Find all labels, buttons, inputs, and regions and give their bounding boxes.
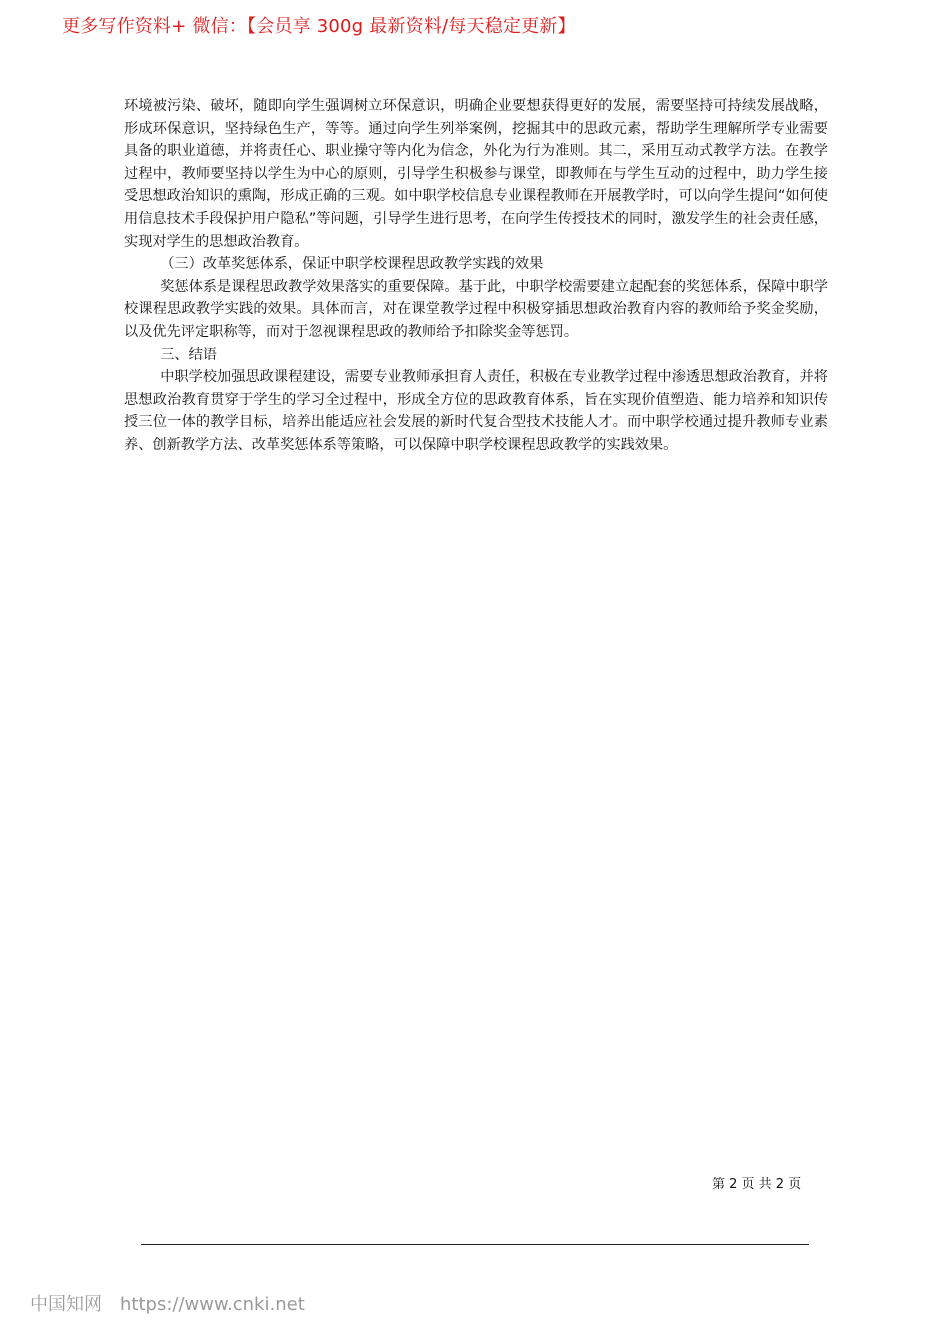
promo-banner: 更多写作资料+ 微信：【会员享 300g 最新资料/每天稳定更新】 (62, 16, 576, 37)
footer-divider (141, 1244, 809, 1245)
body-paragraph: 奖惩体系是课程思政教学效果落实的重要保障。基于此，中职学校需要建立起配套的奖惩体系，保障中职学校课程思政教学实践的效果。具体而言，对在课堂教学过程中积极穿插思想政治教育内容的教师给予奖金奖励，以及优先评定职称等，而对于忽视课程思政的教师给予扣除奖金等惩罚。 (124, 278, 828, 340)
document-body (124, 95, 828, 457)
page-number: 第 2 页 共 2 页 (712, 1177, 802, 1192)
watermark (30, 1292, 305, 1318)
watermark-site-name: 中国知网 (30, 1294, 102, 1315)
body-paragraph: 环境被污染、破坏，随即向学生强调树立环保意识，明确企业要想获得更好的发展，需要坚持可持续发展战略，形成环保意识，坚持绿色生产，等等。通过向学生列举案例，挖掘其中的思政元素，帮助学生理解所学专业需要具备的职业道德，并将责任心、职业操守等内化为信念，外化为行为准则。其二，采用互动式教学方法。在教学过程中，教师要坚持以学生为中心的原则，引导学生积极参与课堂，即教师在与学生互动的过程中，助力学生接受思想政治知识的熏陶，形成正确的三观。如中职学校信息专业课程教师在开展教学时，可以向学生提问“如何使用信息技术手段保护用户隐私”等问题，引导学生进行思考，在向学生传授技术的同时，激发学生的社会责任感，实现对学生的思想政治教育。 (124, 98, 828, 250)
section-heading: 三、结语 (160, 346, 217, 363)
body-paragraph: 中职学校加强思政课程建设，需要专业教师承担育人责任，积极在专业教学过程中渗透思想政治教育，并将思想政治教育贯穿于学生的学习全过程中，形成全方位的思政教育体系，旨在实现价值塑造、能力培养和知识传授三位一体的教学目标，培养出能适应社会发展的新时代复合型技术技能人才。而中职学校通过提升教师专业素养、创新教学方法、改革奖惩体系等策略，可以保障中职学校课程思政教学的实践效果。 (124, 369, 828, 453)
section-subheading: （三）改革奖惩体系，保证中职学校课程思政教学实践的效果 (160, 256, 544, 273)
watermark-url: https://www.cnki.net (120, 1294, 305, 1315)
